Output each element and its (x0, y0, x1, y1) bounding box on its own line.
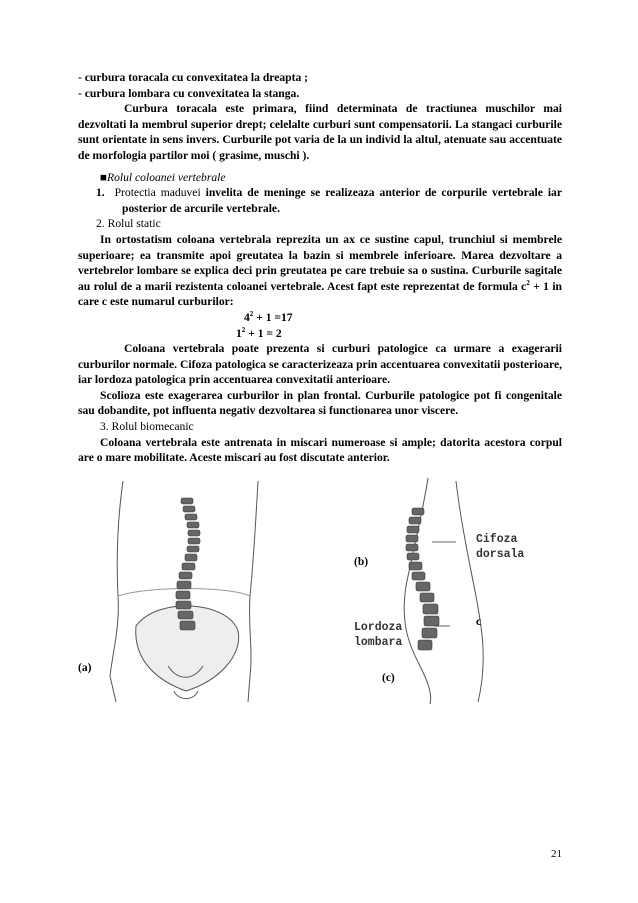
label-cifoza-line1: Cifoza (476, 533, 518, 546)
label-c: c (476, 616, 482, 628)
formula-exponent: 2 (249, 310, 254, 319)
section-heading (78, 170, 562, 186)
label-cifoza-line2: dorsala (476, 548, 525, 561)
page-number: 21 (551, 848, 562, 860)
bullet-icon: ■ (100, 170, 108, 184)
paragraph-static (78, 232, 562, 310)
side-spine (406, 508, 439, 650)
list-item-protection (78, 185, 562, 216)
list-item-biomechanic: 3. Rolul biomecanic (100, 420, 194, 434)
superscript: 2 (526, 278, 530, 287)
label-cifoza-dorsala (476, 532, 524, 562)
figure-label-a: (a) (78, 662, 92, 674)
section-heading-text: Rolul coloanei vertebrale (107, 170, 226, 184)
formula-base: 1 (236, 326, 242, 340)
formula-rest: + 1 =17 (253, 310, 293, 324)
spine-figure (78, 476, 562, 706)
label-lordoza-line1: Lordoza (354, 621, 403, 634)
item-label: Protectia maduvei (114, 186, 201, 200)
paragraph-pathologic: Coloana vertebrala poate prezenta si curburi patologice ca urmare a exagerarii curburilor normale. Cifoza patologica se caracterizeaza prin accentuarea convexitatii posterioare, iar lordoza patologica prin accentuarea convexitatii anterioare. (78, 342, 562, 387)
label-lordoza-lombara (354, 620, 402, 650)
figure-label-c: (c) (382, 672, 395, 684)
list-line-thoracic: - curbura toracala cu convexitatea la dreapta ; (78, 71, 309, 84)
paragraph-static-tail: + 1 in care c este numarul curburilor: (78, 279, 562, 309)
item-number: 1. (96, 186, 105, 200)
spine-illustration (78, 476, 562, 706)
formula-rest: + 1 = 2 (245, 326, 282, 340)
paragraph-scoliosis: Scolioza este exagerarea curburilor in plan frontal. Curburile patologice pot fi congenitale sau dobandite, pot influenta negativ dezvoltarea si functionarea unor viscere. (78, 388, 562, 418)
list-line-lumbar: - curbura lombara cu convexitatea la stanga. (78, 86, 300, 100)
list-item-static: 2. Rolul static (96, 217, 161, 231)
formula-base: 4 (244, 310, 250, 324)
label-lordoza-line2: lombara (354, 636, 403, 649)
paragraph-biomechanic: Coloana vertebrala este antrenata in miscari numeroase si ample; datorita acestora corpul are o mare mobilitate. Aceste miscari au fost discutate anterior. (78, 435, 562, 465)
figure-label-b: (b) (354, 556, 369, 568)
paragraph-curvature: Curbura toracala este primara, fiind determinata de tractiunea muschilor mai dezvoltati la membrul superior drept; celelalte curburi sunt compensatorii. La stangaci curburile sunt orientate in sens invers. Curburile pot varia de la un individ la altul, atenuate sau accentuate de morfologia partilor moi ( grasime, muschi ). (78, 102, 562, 162)
formula-line-2 (78, 326, 562, 342)
item-text: invelita de meninge se realizeaza anterior de corpurile vertebrale iar posterior de arcurile vertebrale. (122, 186, 562, 215)
body-text (78, 70, 562, 466)
paragraph-static-text: In ortostatism coloana vertebrala reprezita un ax ce sustine capul, trunchiul si membrele superioare; ea transmite apoi greutatea la bazin si membrele inferioare. Marea dezvoltare a vertebrelor lombare se explica deci prin greutatea pe care trebuie sa o sustina. Curburile sagitale au rolul de a marii rezistenta coloanei vertebrale. Acest fapt este reprezentat de formula c (78, 232, 562, 293)
formula-exponent: 2 (241, 325, 246, 334)
formula-line-1 (78, 310, 562, 326)
